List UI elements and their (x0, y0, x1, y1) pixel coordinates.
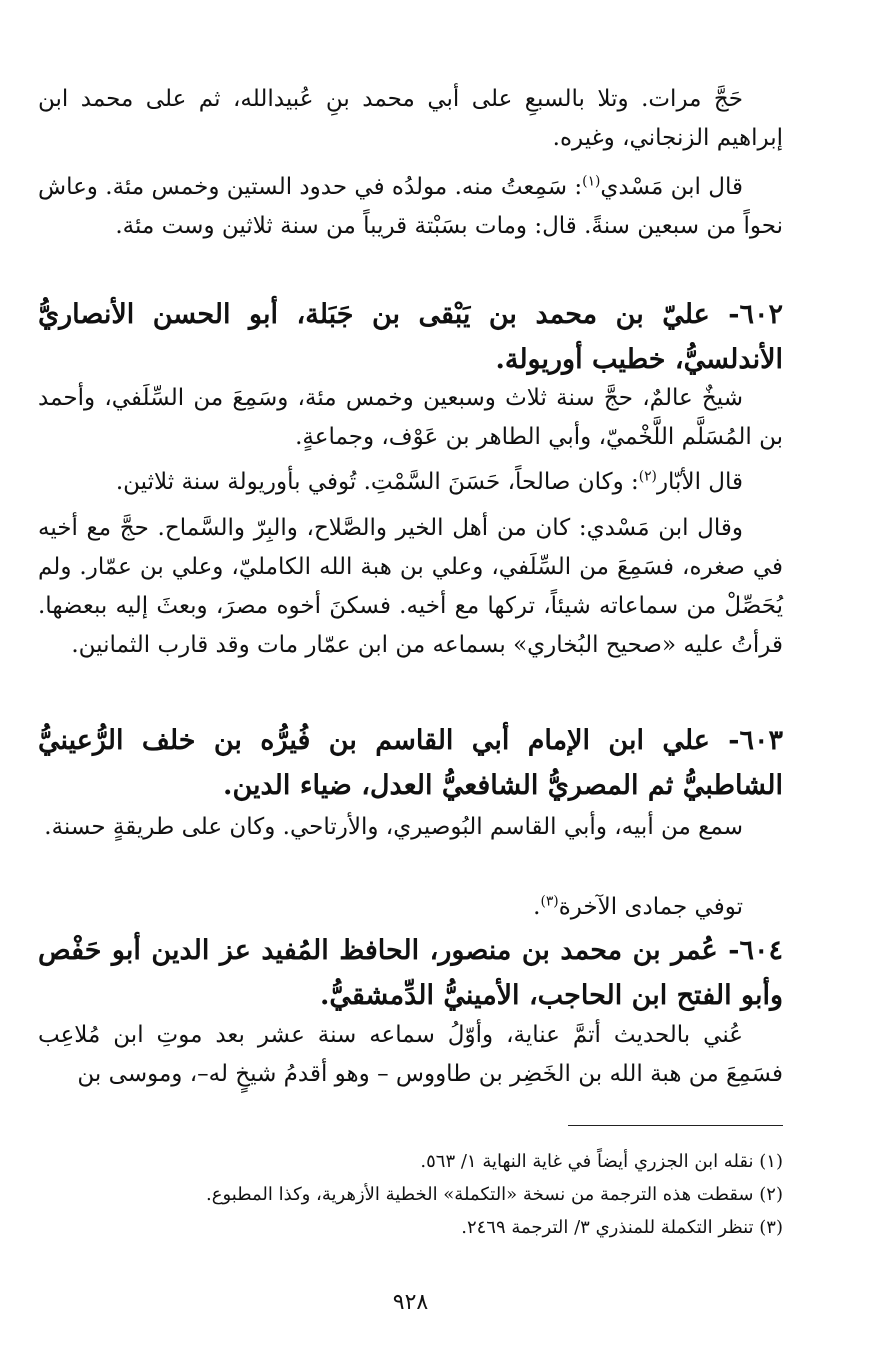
footnote-3 (38, 1211, 783, 1244)
paragraph-ibn-masdi-602: وقال ابن مَسْدي: كان من أهل الخير والصَّلاح، والبِرّ والسَّماح. حجَّ مع أخيه في صغره، فسَمِعَ من السِّلَفي، وعلي بن هبة الله الكامليّ، وعلي بن عمّار. ولم يُحَصِّلْ من سماعاته شيئاً، تركها مع أخيه. فسكنَ أخوه مصرَ، وبعثَ إليه ببعضها. قرأتُ عليه «صحيح البُخاري» بسماعه من ابن عمّار مات وقد قارب الثمانين. (38, 515, 783, 658)
footnote-text: تنظر التكملة للمنذري ٣/ الترجمة ٢٤٦٩. (461, 1217, 754, 1238)
paragraph-continuation: حَجَّ مرات. وتلا بالسبعِ على أبي محمد بنِ عُبيدالله، ثم على محمد ابن إبراهيم الزنجاني، وغيره. (38, 86, 783, 151)
footnote-text: سقطت هذه الترجمة من نسخة «التكملة» الخطية الأزهرية، وكذا المطبوع. (206, 1184, 754, 1205)
footnote-ref-2: (٢) (638, 468, 657, 485)
footnote-2 (38, 1178, 783, 1211)
footnote-ref-1: (١) (582, 173, 601, 190)
entry-heading-602: ٦٠٢- عليّ بن محمد بن يَبْقى بن جَبَلة، أبو الحسن الأنصاريُّ الأندلسيُّ، خطيب أوريولة. (38, 299, 783, 375)
page-number: ٩٢٨ (392, 1290, 429, 1315)
footnote-number: (١) (759, 1151, 783, 1172)
paragraph-death-date: توفي جمادى الآخرة$^{(٣)}$. (533, 893, 743, 920)
entry-heading-604: ٦٠٤- عُمر بن محمد بن منصور، الحافظ المُفيد عز الدين أبو حَفْص وأبو الفتح ابن الحاجب، الأمينيُّ الدِّمشقيُّ. (38, 935, 783, 1011)
footnote-number: (٣) (759, 1217, 783, 1238)
footnote-ref-3: (٣) (540, 893, 559, 910)
paragraph-abbar-quote: قال الأبّار$^{(٢)}$: وكان صالحاً، حَسَنَ السَّمْتِ. تُوفي بأوريولة سنة ثلاثين. (115, 468, 743, 495)
book-page (38, 0, 783, 1364)
paragraph-entry-603-body: سمع من أبيه، وأبي القاسم البُوصيري، والأرتاحي. وكان على طريقةٍ حسنة. (44, 814, 743, 840)
footnote-1 (38, 1145, 783, 1178)
paragraph-ibn-masdi-quote: قال ابن مَسْدي$^{(١)}$: سَمِعتُ منه. مولدُه في حدود الستين وخمس مئة. وعاش نحواً من سبعين سنةً. قال: ومات بسَبْتة قريباً من سنة ثلاثين وست مئة. (38, 173, 783, 239)
entry-heading-603: ٦٠٣- علي ابن الإمام أبي القاسم بن فُيرُّه بن خلف الرُّعينيُّ الشاطبيُّ ثم المصريُّ الشافعيُّ العدل، ضياء الدين. (38, 725, 783, 801)
footnote-separator (568, 1125, 783, 1126)
paragraph-entry-604-body: عُني بالحديث أتمَّ عناية، وأوّلُ سماعه سنة عشر بعد موتِ ابن مُلاعِب فسَمِعَ من هبة الله بن الخَضِر بن طاووس – وهو أقدمُ شيخٍ له–، وموسى بن (38, 1022, 783, 1087)
footnote-text: نقله ابن الجزري أيضاً في غاية النهاية ١/ ٥٦٣. (420, 1151, 754, 1172)
paragraph-entry-602-body: شيخٌ عالمٌ، حجَّ سنة ثلاث وسبعين وخمس مئة، وسَمِعَ من السِّلَفي، وأحمد بن المُسَلَّم اللَّخْميّ، وأبي الطاهر بن عَوْف، وجماعةٍ. (38, 385, 783, 450)
footnote-number: (٢) (759, 1184, 783, 1205)
